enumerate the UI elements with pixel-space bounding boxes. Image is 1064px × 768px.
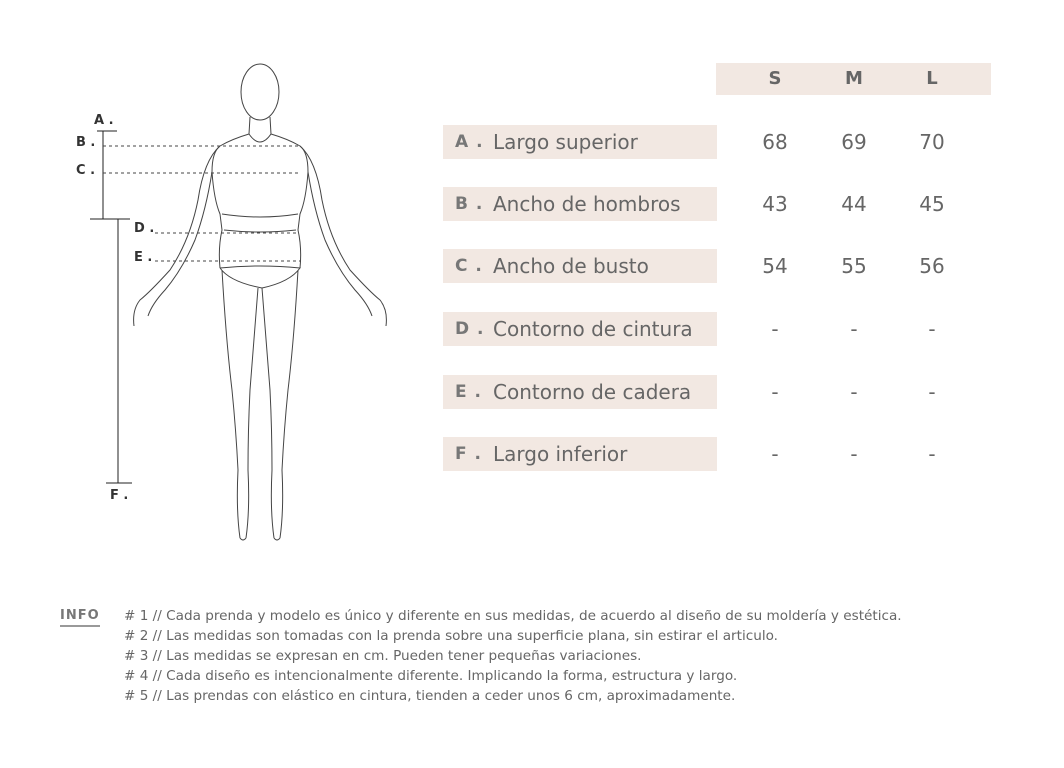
row-name: Largo superior — [493, 130, 638, 154]
figure-label-e: E . — [134, 250, 153, 265]
row-label — [443, 375, 717, 409]
row-name: Ancho de hombros — [493, 192, 681, 216]
row-name: Contorno de cadera — [493, 380, 692, 404]
value-l: - — [928, 317, 936, 341]
value-s: - — [771, 442, 779, 466]
row-letter: C . — [455, 256, 483, 276]
value-m: 69 — [841, 130, 867, 154]
value-m: 55 — [841, 254, 867, 278]
value-s: 43 — [762, 192, 788, 216]
figure-label-d: D . — [134, 221, 155, 236]
row-label — [443, 187, 717, 221]
info-notes — [124, 606, 1064, 706]
info-note: # 1 // Cada prenda y modelo es único y diferente en sus medidas, de acuerdo al diseño de su moldería y estética. — [124, 608, 902, 624]
value-l: 45 — [919, 192, 945, 216]
row-name: Contorno de cintura — [493, 317, 693, 341]
measurement-row-b — [443, 187, 1003, 221]
value-l: - — [928, 380, 936, 404]
row-letter: E . — [455, 382, 482, 402]
value-s: - — [771, 380, 779, 404]
mannequin-head — [241, 64, 279, 120]
value-m: - — [850, 442, 858, 466]
row-label — [443, 125, 717, 159]
row-name: Largo inferior — [493, 442, 628, 466]
value-s: 54 — [762, 254, 788, 278]
size-l: L — [926, 68, 938, 89]
value-l: 56 — [919, 254, 945, 278]
info-tag: INFO — [60, 608, 100, 627]
measurement-row-f — [443, 437, 1003, 471]
info-note: # 3 // Las medidas se expresan en cm. Pueden tener pequeñas variaciones. — [124, 648, 642, 664]
row-letter: B . — [455, 194, 484, 214]
figure-label-a: A . — [94, 113, 114, 128]
row-letter: F . — [455, 444, 482, 464]
value-l: - — [928, 442, 936, 466]
figure-label-f: F . — [110, 488, 129, 503]
mannequin-figure — [60, 50, 420, 550]
measurement-row-d — [443, 312, 1003, 346]
figure-label-b: B . — [76, 135, 96, 150]
value-m: - — [850, 317, 858, 341]
measurement-row-e — [443, 375, 1003, 409]
measurement-row-a — [443, 125, 1003, 159]
measurement-row-c — [443, 249, 1003, 283]
row-label — [443, 312, 717, 346]
info-note: # 2 // Las medidas son tomadas con la prenda sobre una superficie plana, sin estirar el articulo. — [124, 628, 779, 644]
info-note: # 5 // Las prendas con elástico en cintura, tienden a ceder unos 6 cm, aproximadamente. — [124, 688, 736, 704]
row-letter: D . — [455, 319, 485, 339]
size-s: S — [768, 68, 782, 89]
size-header — [716, 63, 991, 95]
row-name: Ancho de busto — [493, 254, 649, 278]
value-m: 44 — [841, 192, 867, 216]
row-label — [443, 437, 717, 471]
value-l: 70 — [919, 130, 945, 154]
value-m: - — [850, 380, 858, 404]
row-label — [443, 249, 717, 283]
figure-label-c: C . — [76, 163, 96, 178]
info-note: # 4 // Cada diseño es intencionalmente diferente. Implicando la forma, estructura y largo. — [124, 668, 738, 684]
value-s: - — [771, 317, 779, 341]
size-m: M — [845, 68, 863, 89]
row-letter: A . — [455, 132, 484, 152]
value-s: 68 — [762, 130, 788, 154]
